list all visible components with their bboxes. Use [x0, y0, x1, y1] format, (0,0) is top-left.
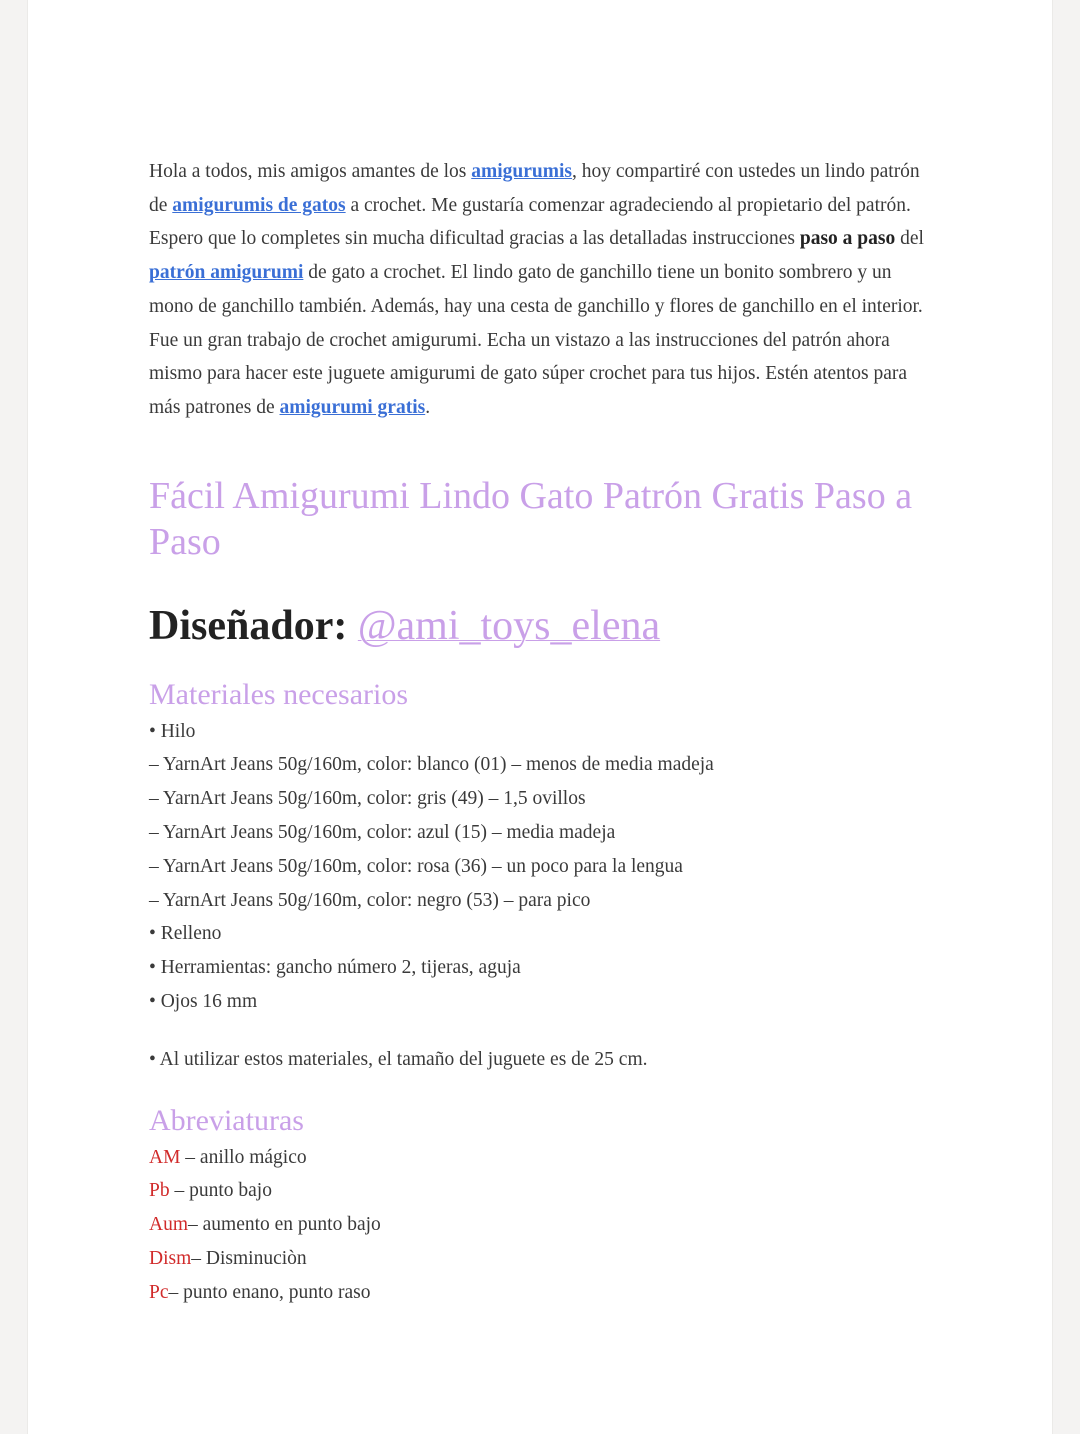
link-patron-amigurumi[interactable]: patrón amigurumi: [149, 262, 304, 284]
intro-text: , hoy compartiré con ustedes un lindo patrón de: [149, 161, 920, 216]
list-item: – YarnArt Jeans 50g/160m, color: blanco (01) – menos de media madeja: [149, 754, 714, 776]
abbr-text: – Disminuciòn: [191, 1247, 307, 1269]
abbr-code: Pb: [149, 1180, 170, 1202]
abbr-text: – punto enano, punto raso: [168, 1281, 371, 1303]
designer-label: Diseñador:: [149, 602, 358, 649]
list-item: – YarnArt Jeans 50g/160m, color: rosa (36) – un poco para la lengua: [149, 855, 683, 877]
abbr-code: AM: [149, 1146, 181, 1168]
list-item: [149, 1141, 939, 1175]
list-item: – YarnArt Jeans 50g/160m, color: negro (53) – para pico: [149, 889, 591, 911]
abbreviations-heading: Abreviaturas: [149, 1103, 304, 1137]
abbreviations-list: [149, 1141, 939, 1310]
list-item: [149, 1242, 939, 1276]
list-item: [149, 1208, 939, 1242]
list-item: • Hilo: [149, 720, 196, 742]
intro-paragraph: [149, 155, 939, 425]
abbr-code: Dism: [149, 1247, 192, 1269]
abbr-text: – anillo mágico: [180, 1146, 307, 1168]
link-amigurumis-de-gatos[interactable]: amigurumis de gatos: [172, 194, 346, 216]
list-item: [149, 1174, 939, 1208]
abbr-code: Aum: [149, 1214, 188, 1236]
intro-text: .: [425, 396, 431, 418]
list-item: • Relleno: [149, 923, 222, 945]
designer-heading: [149, 601, 939, 651]
list-item: • Herramientas: gancho número 2, tijeras, aguja: [149, 957, 521, 979]
article-title: Fácil Amigurumi Lindo Gato Patrón Gratis Paso a Paso: [149, 474, 913, 563]
link-amigurumi-gratis[interactable]: amigurumi gratis: [279, 396, 426, 418]
abbr-text: – punto bajo: [169, 1180, 272, 1202]
list-item: – YarnArt Jeans 50g/160m, color: azul (15) – media madeja: [149, 822, 616, 844]
intro-text: Hola a todos, mis amigos amantes de los: [149, 161, 472, 182]
materials-heading: Materiales necesarios: [149, 677, 409, 711]
abbr-text: – aumento en punto bajo: [188, 1214, 381, 1236]
list-item: [149, 1276, 939, 1310]
list-item: • Ojos 16 mm: [149, 991, 258, 1012]
intro-text: de gato a crochet. El lindo gato de ganchillo tiene un bonito sombrero y un mono de ganchillo también. Además, hay una cesta de ganchillo y flores de ganchillo en el interior. Fue un gran trabajo de crochet amigurumi. Echa un vistazo a las instrucciones del patrón ahora mismo para hacer este juguete amigurumi de gato súper crochet para tus hijos. Estén atentos para más patrones de: [149, 262, 923, 418]
materials-size-note: • Al utilizar estos materiales, el tamaño del juguete es de 25 cm.: [149, 1048, 648, 1070]
abbr-code: Pc: [149, 1281, 169, 1303]
page-card: [27, 0, 1053, 1434]
intro-text: del: [895, 228, 924, 250]
link-amigurumis[interactable]: amigurumis: [471, 161, 573, 182]
article-content: [149, 155, 939, 1310]
materials-list: [149, 715, 939, 1019]
list-item: – YarnArt Jeans 50g/160m, color: gris (49) – 1,5 ovillos: [149, 788, 586, 810]
designer-link[interactable]: @ami_toys_elena: [357, 602, 661, 649]
intro-text: a crochet. Me gustaría comenzar agradeciendo al propietario del patrón. Espero que lo completes sin mucha dificultad gracias a las detalladas instrucciones: [149, 194, 911, 250]
intro-bold-text: paso a paso: [799, 228, 896, 250]
